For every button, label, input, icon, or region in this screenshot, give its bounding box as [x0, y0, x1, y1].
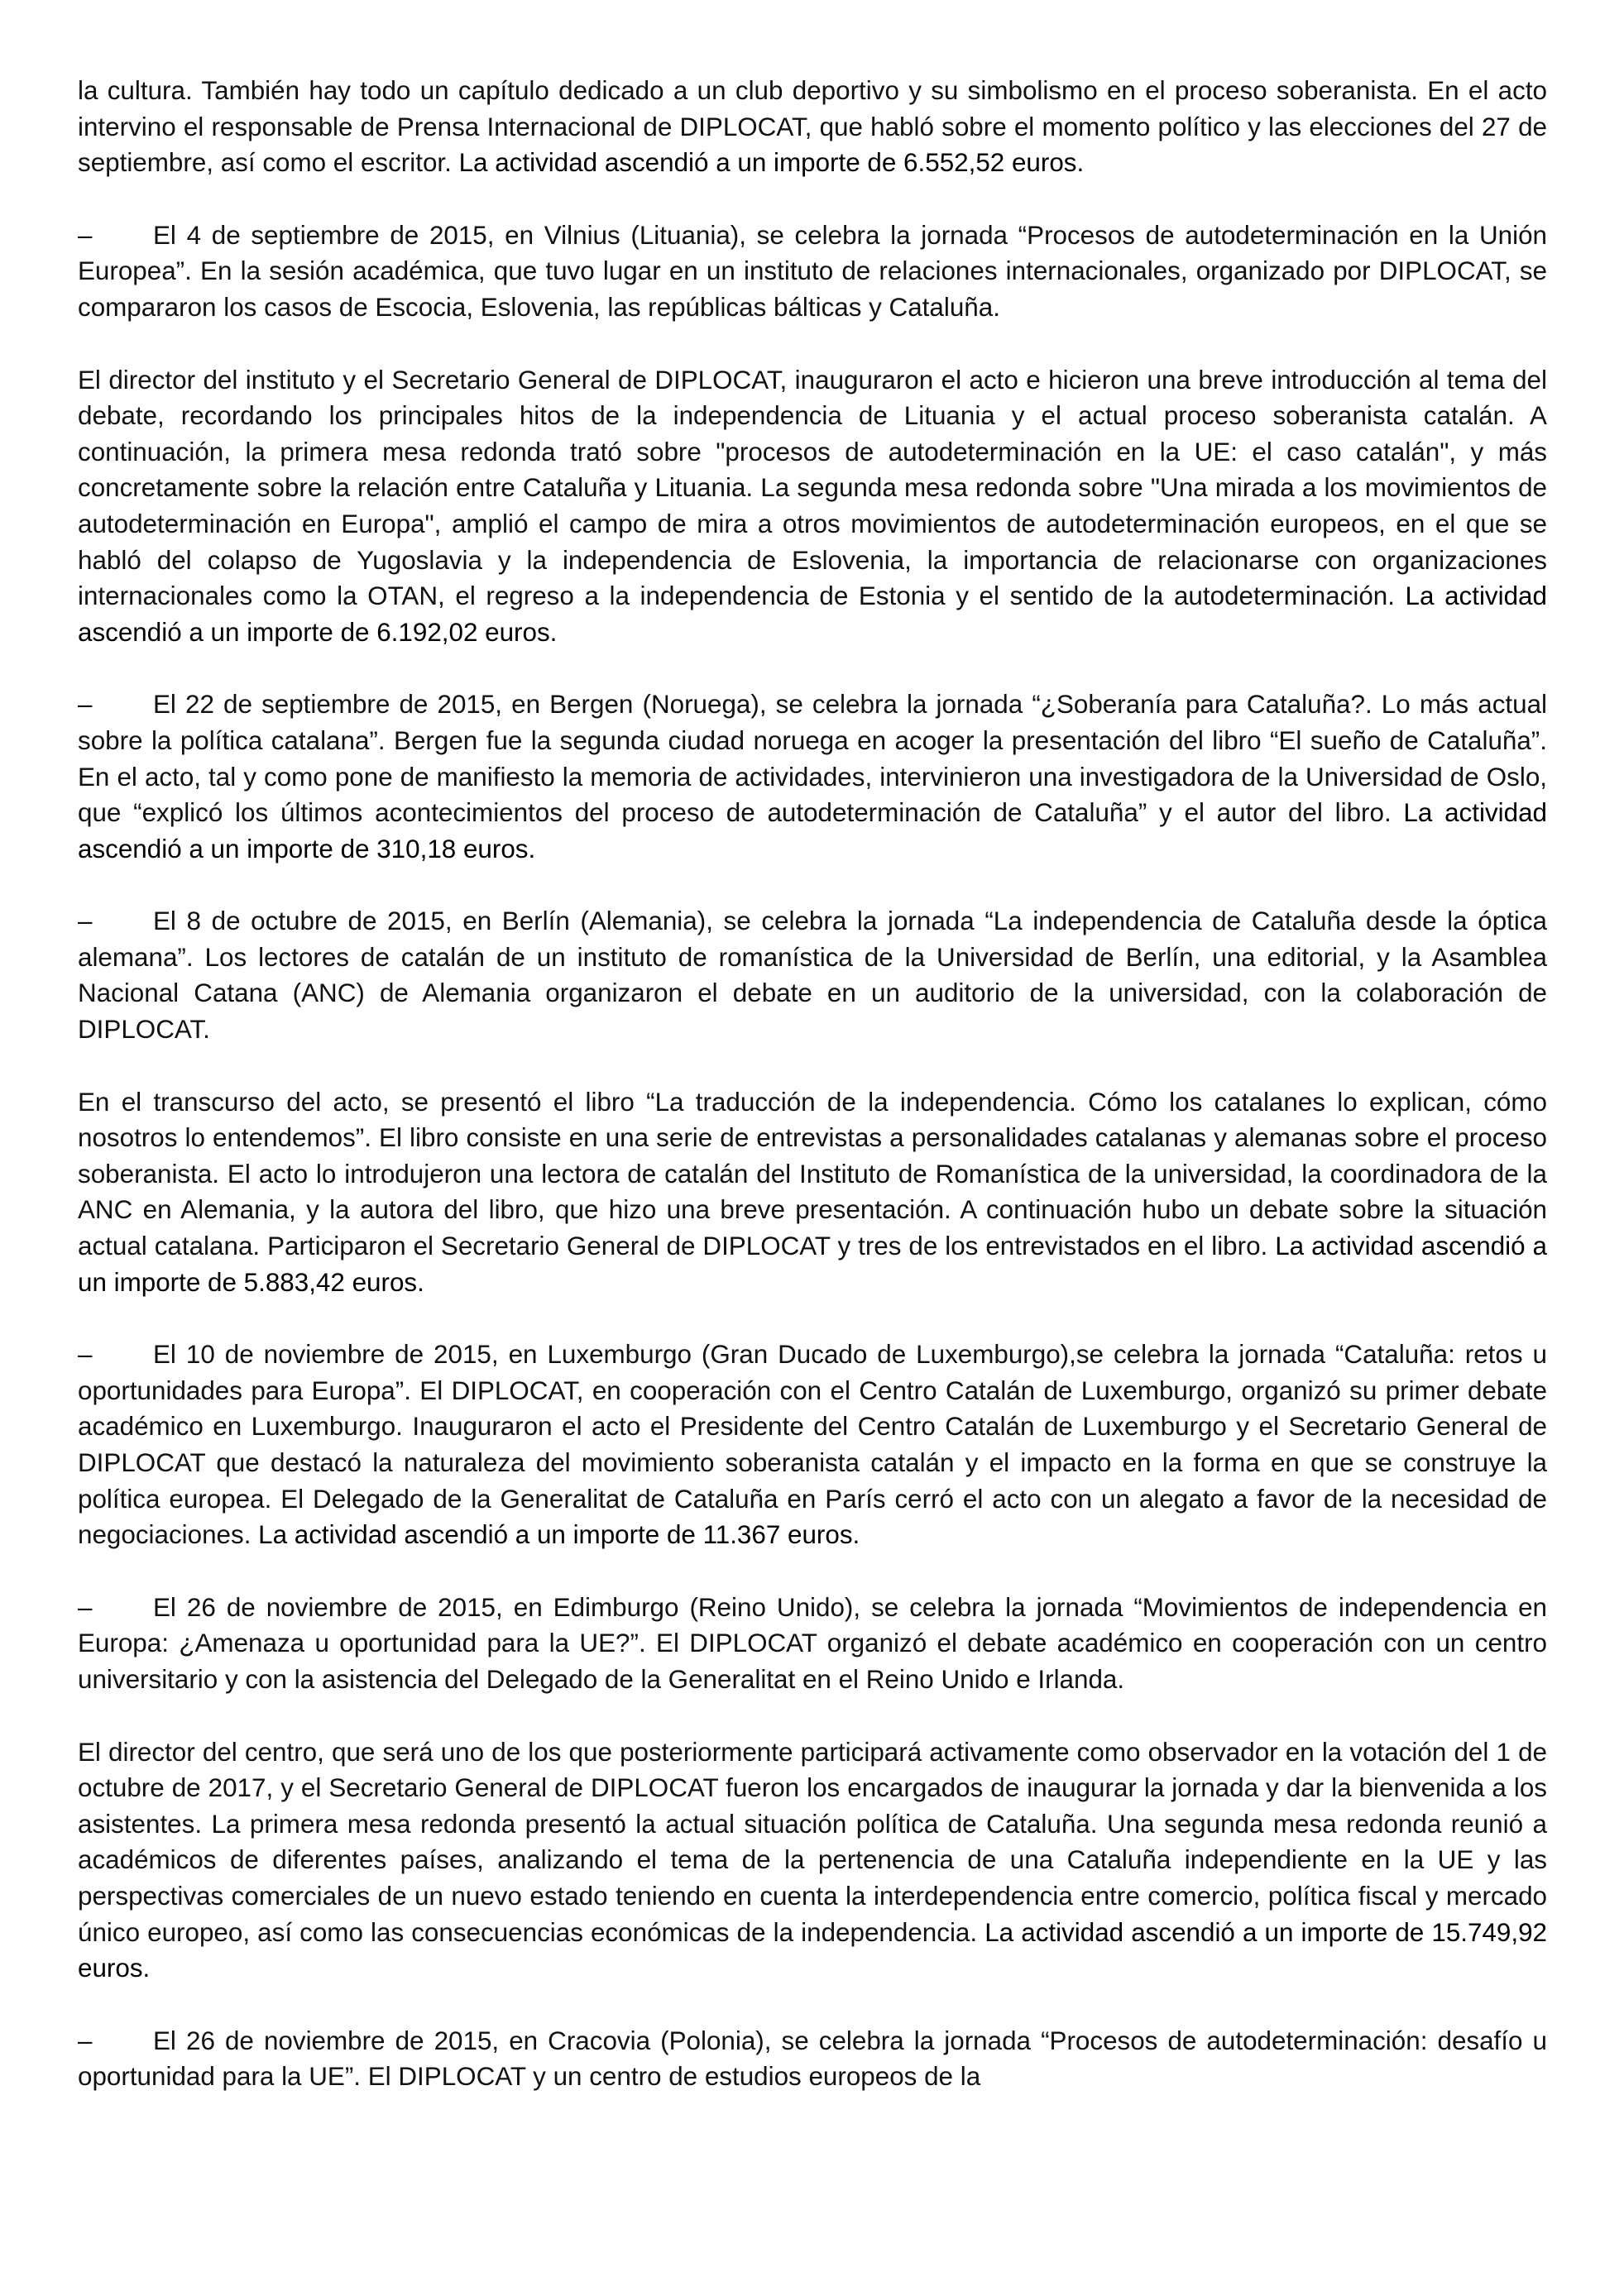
dash-bullet: –: [78, 690, 93, 720]
paragraph-text: la cultura. También hay todo un capítulo dedicado a un club deportivo y su simbolismo en el proceso soberanista. En el acto intervino el responsable de Prensa Internacional de DIPLOCAT, que habló sobre el momento político y las elecciones del 27 de septiembre, así como el escritor.: [78, 76, 1547, 178]
activity-amount: La actividad ascendió a un importe de 11.367 euros.: [251, 1520, 860, 1550]
dash-bullet: –: [78, 1340, 93, 1370]
paragraph-text: El 10 de noviembre de 2015, en Luxemburgo (Gran Ducado de Luxemburgo),se celebra la jornada “Cataluña: retos u oportunidades para Europa”. El DIPLOCAT, en cooperación con el Centro Catalán de Luxemburgo, organizó su primer debate académico en Luxemburgo. Inauguraron el acto el Presidente del Centro Catalán de Luxemburgo y el Secretario General de DIPLOCAT que destacó la naturaleza del movimiento soberanista catalán y el impacto en la forma en que se construye la política europea. El Delegado de la Generalitat de Cataluña en París cerró el acto con un alegato a favor de la necesidad de negociaciones.: [78, 1340, 1547, 1550]
paragraph-text: El 4 de septiembre de 2015, en Vilnius (Lituania), se celebra la jornada “Procesos de autodeterminación en la Unión Europea”. En la sesión académica, que tuvo lugar en un instituto de relaciones internacionales, organizado por DIPLOCAT, se compararon los casos de Escocia, Eslovenia, las repúblicas bálticas y Cataluña.: [78, 220, 1547, 322]
paragraph-text: En el transcurso del acto, se presentó el libro “La traducción de la independencia. Cómo los catalanes lo explican, cómo nosotros lo entendemos”. El libro consiste en una serie de entrevistas a personalidades catalanas y alemanas sobre el proceso soberanista. El acto lo introdujeron una lectora de catalán del Instituto de Romanística de la universidad, la coordinadora de la ANC en Alemania, y la autora del libro, que hizo una breve presentación. A continuación hubo un debate sobre la situación actual catalana. Participaron el Secretario General de DIPLOCAT y tres de los entrevistados en el libro.: [78, 1087, 1547, 1261]
paragraph-text: El 26 de noviembre de 2015, en Edimburgo (Reino Unido), se celebra la jornada “Movimientos de independencia en Europa: ¿Amenaza u oportunidad para la UE?”. El DIPLOCAT organizó el debate académico en cooperación con un centro universitario y con la asistencia del Delegado de la Generalitat en el Reino Unido e Irlanda.: [78, 1592, 1547, 1694]
paragraph-text: El director del instituto y el Secretario General de DIPLOCAT, inauguraron el acto e hicieron una breve introducción al tema del debate, recordando los principales hitos de la independencia de Lituania y el actual proceso soberanista catalán. A continuación, la primera mesa redonda trató sobre "procesos de autodeterminación en la UE: el caso catalán", y más concretamente sobre la relación entre Cataluña y Lituania. La segunda mesa redonda sobre "Una mirada a los movimientos de autodeterminación en Europa", amplió el campo de mira a otros movimientos de autodeterminación europeos, en el que se habló del colapso de Yugoslavia y la independencia de Eslovenia, la importancia de relacionarse con organizaciones internacionales como la OTAN, el regreso a la independencia de Estonia y el sentido de la autodeterminación.: [78, 365, 1547, 611]
dash-bullet: –: [78, 2026, 93, 2055]
paragraph-text: El 26 de noviembre de 2015, en Cracovia (Polonia), se celebra la jornada “Procesos de autodeterminación: desafío u oportunidad para la UE”. El DIPLOCAT y un centro de estudios europeos de la: [78, 2026, 1547, 2092]
bullet-bergen: [78, 686, 1547, 867]
dash-bullet: –: [78, 1592, 93, 1622]
bullet-cracovia: [78, 2023, 1547, 2095]
bullet-edimburgo: [78, 1590, 1547, 1698]
bullet-berlin: [78, 903, 1547, 1047]
paragraph-vilnius-detail: [78, 362, 1547, 651]
paragraph-text: El director del centro, que será uno de los que posteriormente participará activamente como observador en la votación del 1 de octubre de 2017, y el Secretario General de DIPLOCAT fueron los encargados de inaugurar la jornada y dar la bienvenida a los asistentes. La primera mesa redonda presentó la actual situación política de Cataluña. Una segunda mesa redonda reunió a académicos de diferentes países, analizando el tema de la pertenencia de una Cataluña independiente en la UE y las perspectivas comerciales de un nuevo estado teniendo en cuenta la interdependencia entre comercio, política fiscal y mercado único europeo, así como las consecuencias económicas de la independencia.: [78, 1737, 1547, 1947]
activity-amount: La actividad ascendió a un importe de 5.883,42 euros.: [78, 1232, 1547, 1297]
activity-amount: La actividad ascendió a un importe de 6.192,02 euros.: [78, 581, 1547, 647]
activity-amount: La actividad ascendió a un importe de 6.552,52 euros.: [451, 148, 1085, 178]
bullet-luxemburgo: [78, 1337, 1547, 1553]
paragraph-edimburgo-detail: [78, 1734, 1547, 1987]
paragraph-text: El 8 de octubre de 2015, en Berlín (Alemania), se celebra la jornada “La independencia de Cataluña desde la óptica alemana”. Los lectores de catalán de un instituto de romanística de la Universidad de Berlín, una editorial, y la Asamblea Nacional Catana (ANC) de Alemania organizaron el debate en un auditorio de la universidad, con la colaboración de DIPLOCAT.: [78, 906, 1547, 1045]
dash-bullet: –: [78, 906, 93, 936]
document-page: [78, 73, 1547, 2095]
paragraph-text: El 22 de septiembre de 2015, en Bergen (Noruega), se celebra la jornada “¿Soberanía para Cataluña?. Lo más actual sobre la política catalana”. Bergen fue la segunda ciudad noruega en acoger la presentación del libro “El sueño de Cataluña”. En el acto, tal y como pone de manifiesto la memoria de actividades, intervinieron una investigadora de la Universidad de Oslo, que “explicó los últimos acontecimientos del proceso de autodeterminación de Cataluña” y el autor del libro.: [78, 690, 1547, 828]
activity-amount: La actividad ascendió a un importe de 15.749,92 euros.: [78, 1917, 1548, 1983]
dash-bullet: –: [78, 220, 93, 250]
activity-amount: La actividad ascendió a un importe de 310,18 euros.: [78, 798, 1547, 863]
paragraph-1: [78, 73, 1547, 181]
paragraph-berlin-detail: [78, 1084, 1547, 1301]
bullet-vilnius: [78, 218, 1547, 326]
